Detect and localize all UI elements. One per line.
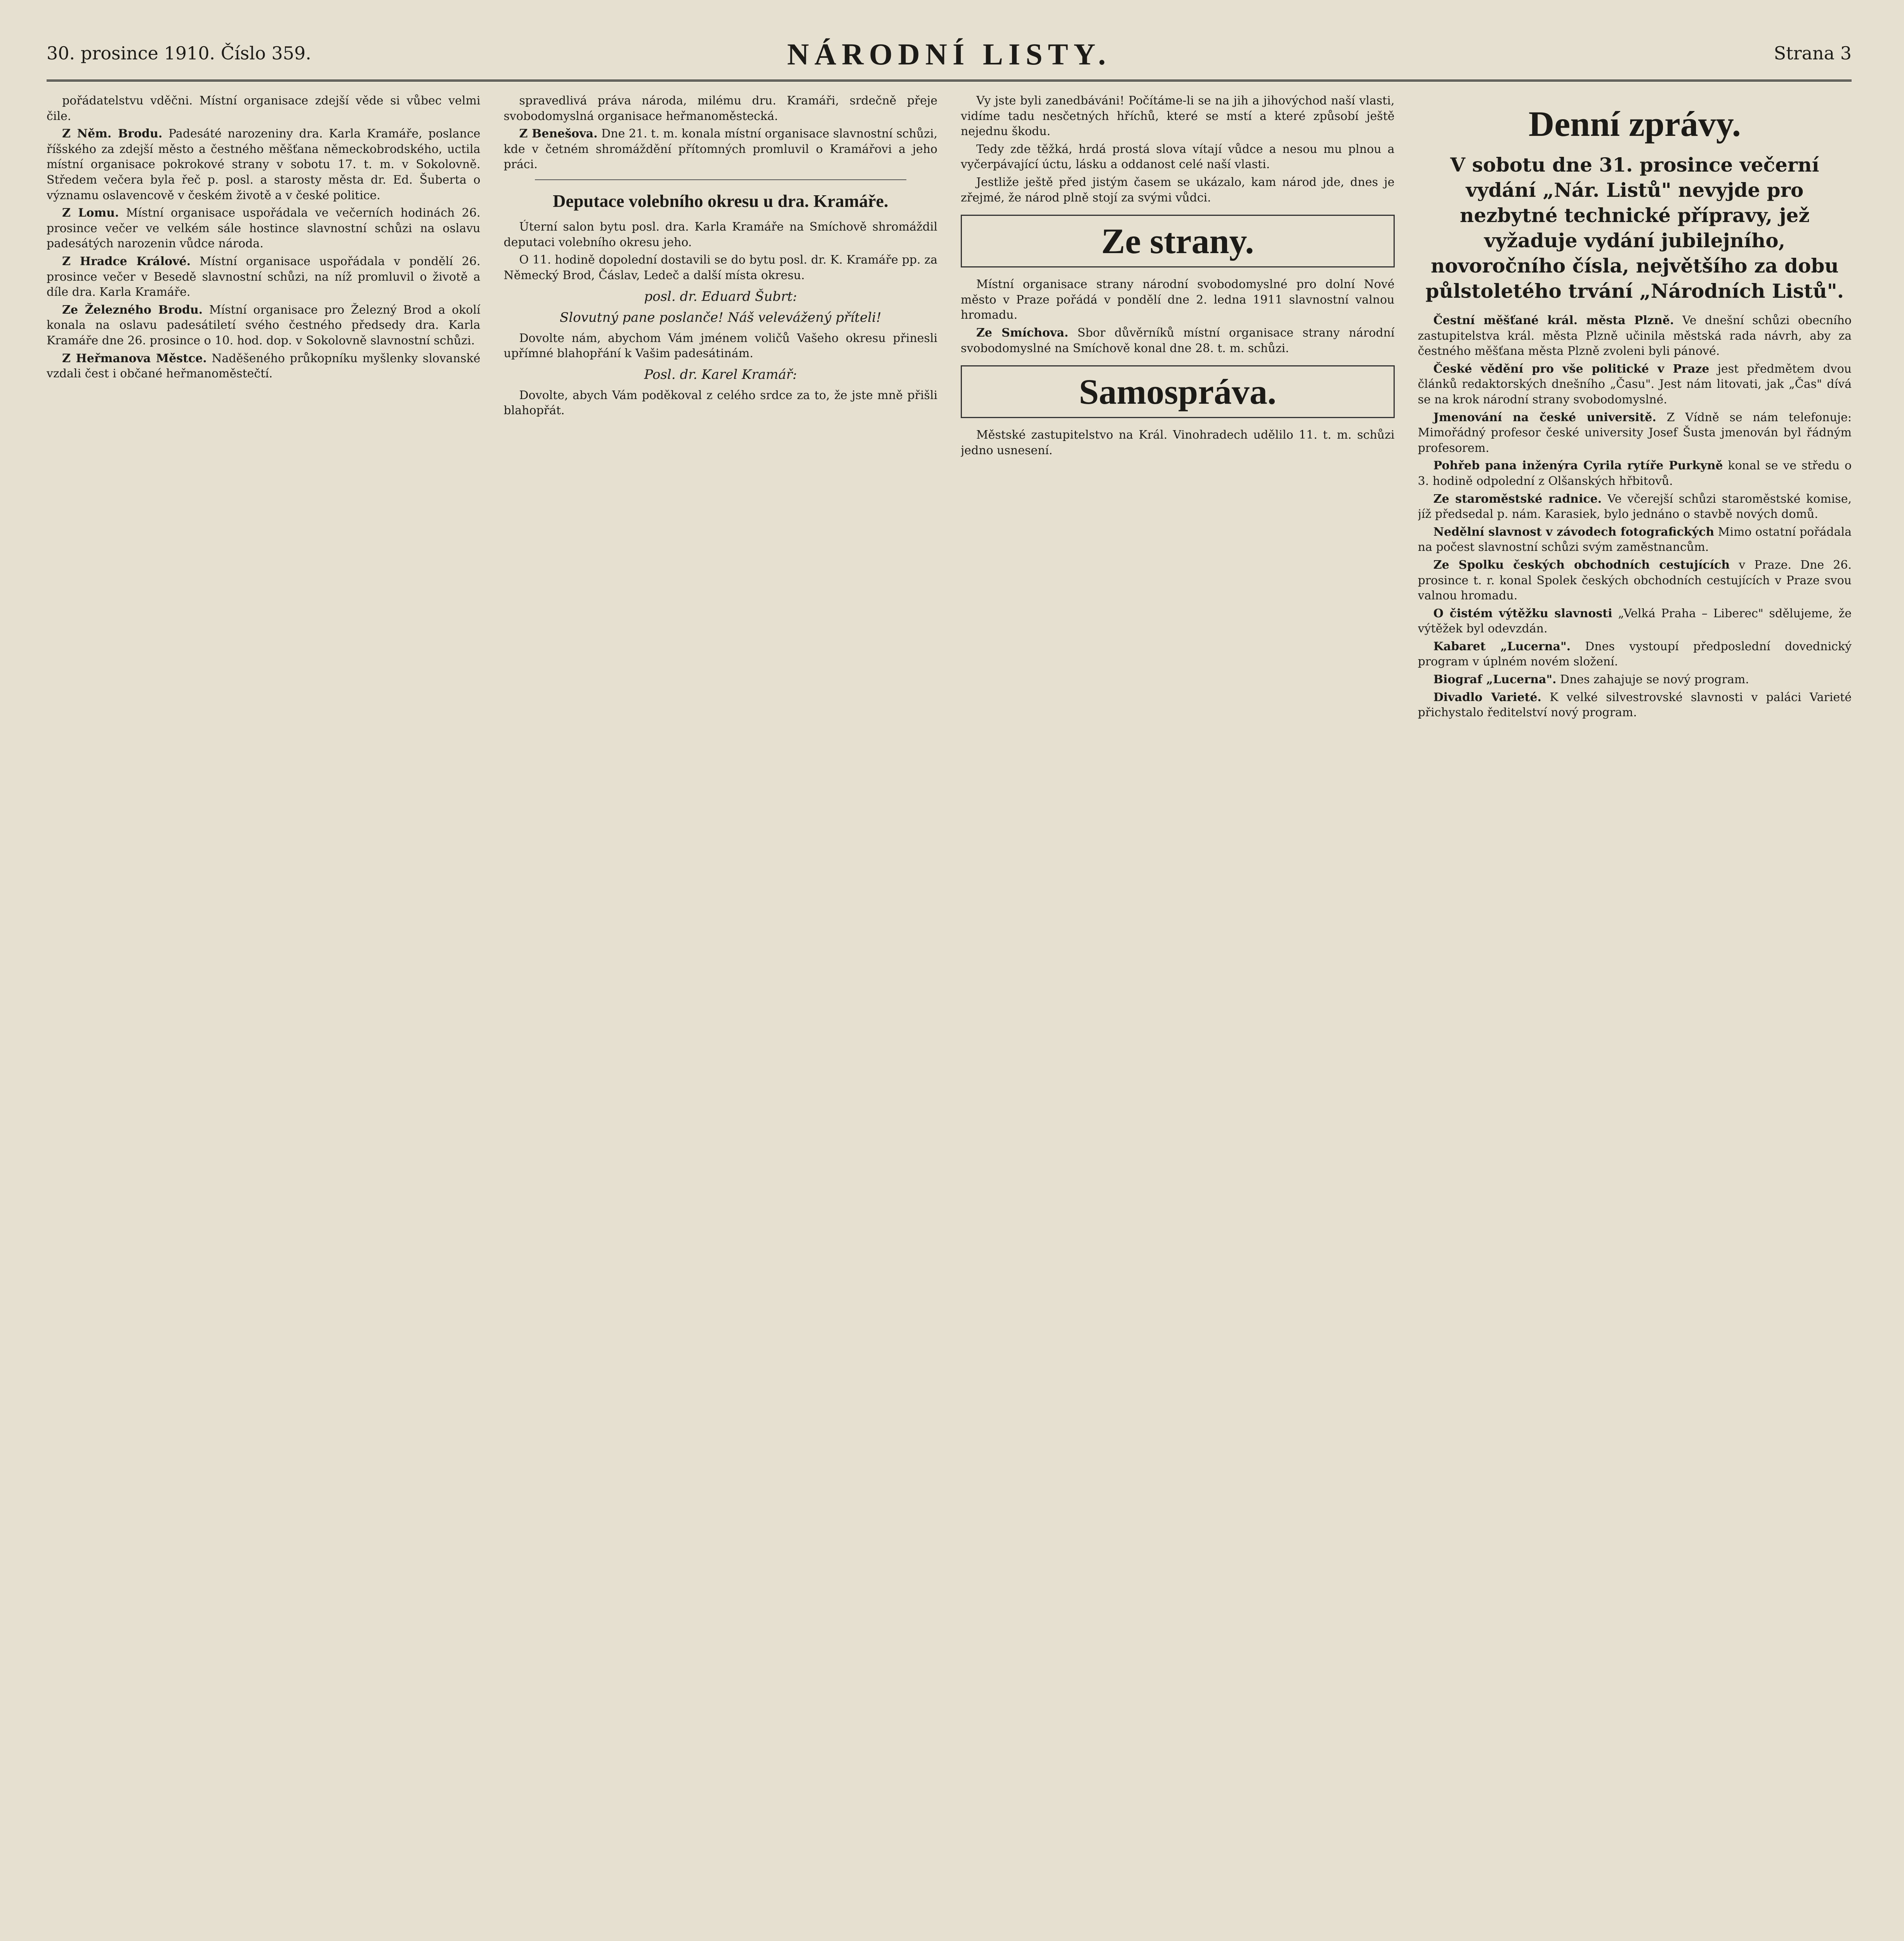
paragraph-text: Ve včerejší schůzi staroměstské komise, jíž předsedal p. nám. Karasiek, bylo jednáno o stavbě nových domů. [1418, 492, 1852, 521]
paragraph [1418, 313, 1852, 359]
section-title: Denní zprávy. [1528, 104, 1741, 144]
paragraph-text: konal se ve středu o 3. hodině odpolední z Olšanských hřbitovů. [1418, 459, 1852, 488]
paragraph: Tedy zde těžká, hrdá prostá slova vítají vůdce a nesou mu plnou a vyčerpávající úctu, lásku a oddanost celé naší vlasti. [961, 142, 1395, 172]
paragraph [1418, 690, 1852, 720]
paragraph-lead: Pohřeb pana inženýra Cyrila rytíře Purkyně [1433, 459, 1723, 473]
paragraph [47, 351, 481, 382]
paragraph: Dovolte, abych Vám poděkoval z celého srdce za to, že jste mně přišli blahopřát. [503, 388, 937, 418]
paragraph [1418, 639, 1852, 670]
section-title: Ze strany. [1101, 221, 1254, 261]
paragraph-text: Padesáté narozeniny dra. Karla Kramáře, poslance říšského za zdejší město a čestného měšťana německobrodského, uctila místní organisace pokrokové strany v sobotu 17. t. m. v Sokolovně. Středem večera byla řeč p. posl. a starosty města dr. Ed. Šuberta o významu oslavencově v českém životě a v české politice. [47, 127, 481, 202]
paragraph-text: K velké silvestrovské slavnosti v paláci Varieté přichystalo ředitelství nový program. [1418, 690, 1852, 720]
paragraph: Jestliže ještě před jistým časem se ukázalo, kam národ jde, dnes je zřejmé, že národ plně stojí za svými vůdci. [961, 175, 1395, 205]
section-box [961, 365, 1395, 418]
paragraph-lead: Čestní měšťané král. města Plzně. [1433, 314, 1674, 327]
paragraph-lead: Z Něm. Brodu. [62, 127, 163, 141]
paragraph-lead: České vědění pro vše politické v Praze [1433, 362, 1710, 376]
paragraph: Dovolte nám, abychom Vám jménem voličů Vašeho okresu přinesli upřímné blahopřání k Vašim padesátinám. [503, 331, 937, 361]
paragraph: Městské zastupitelstvo na Král. Vinohradech udělilo 11. t. m. schůzi jedno usnesení. [961, 428, 1395, 457]
section-box [961, 215, 1395, 267]
paragraph-lead: Kabaret „Lucerna". [1433, 639, 1571, 653]
paragraph [47, 205, 481, 252]
paragraph-lead: Biograf „Lucerna". [1433, 673, 1557, 687]
page-number: Strana 3 [1774, 43, 1852, 64]
paragraph-text: Sbor důvěrníků místní organisace strany národní svobodomyslné na Smíchově konal dne 28. t. m. schůzi. [961, 326, 1395, 355]
speech-title: Posl. dr. Karel Kramář: [644, 366, 797, 382]
paragraph: Úterní salon bytu posl. dra. Karla Kramáře na Smíchově shromáždil deputaci volebního okresu jeho. [503, 220, 937, 249]
newspaper-title: NÁRODNÍ LISTY. [787, 37, 1111, 71]
paragraph-lead: Z Hradce Králové. [62, 254, 191, 268]
paragraph-text: Místní organisace pro Železný Brod a okolí konala na oslavu padesátiletí svého čestného předsedy dra. Karla Kramáře dne 26. prosince o 10. hod. dop. v Sokolovně slavnostní schůzi. [47, 303, 481, 347]
paragraph [47, 126, 481, 203]
paragraph-lead: Z Lomu. [62, 206, 119, 220]
paragraph [1418, 557, 1852, 604]
section-title: Samospráva. [1079, 372, 1277, 412]
paragraph [961, 325, 1395, 356]
column-3 [961, 93, 1395, 1941]
paragraph [504, 126, 938, 172]
paragraph-text: Dne 21. t. m. konala místní organisace slavnostní schůzi, kde v četném shromáždění přítomných promluvil o Kramářovi a jeho práci. [503, 127, 937, 172]
paragraph-lead: Jmenování na české universitě. [1433, 410, 1656, 424]
paragraph: pořádatelstvu vděčni. Místní organisace zdejší věde si vůbec velmi čile. [47, 94, 481, 123]
paragraph [47, 254, 481, 300]
paragraph-lead: Nedělní slavnost v závodech fotografických [1433, 525, 1715, 539]
paragraph-text: Mimo ostatní pořádala na počest slavnostní schůzi svým zaměstnancům. [1418, 525, 1852, 554]
paragraph-lead: Ze Železného Brodu. [62, 303, 203, 317]
paragraph [47, 302, 481, 349]
speech-title: posl. dr. Eduard Šubrt: [644, 288, 797, 304]
masthead [47, 37, 1852, 82]
paragraph [1418, 524, 1852, 555]
paragraph-lead: Ze staroměstské radnice. [1433, 492, 1602, 506]
column-4 [1418, 93, 1852, 1941]
paragraph-text: „Velká Praha – Liberec" sdělujeme, že výtěžek byl odevzdán. [1418, 606, 1852, 636]
paragraph [1418, 361, 1852, 408]
lead-notice: V sobotu dne 31. prosince večerní vydání „Nár. Listů" nevyjde pro nezbytné technické přípravy, jež vyžaduje vydání jubilejního, novoročního čísla, největšího za dobu půlstoletého trvání „Národních Listů". [1425, 153, 1844, 302]
paragraph-lead: Divadlo Varieté. [1433, 690, 1541, 704]
paragraph-text: v Praze. Dne 26. prosince t. r. konal Spolek českých obchodních cestujících v Praze svou valnou hromadu. [1418, 558, 1852, 603]
column-1 [47, 93, 481, 1941]
paragraph-lead: Ze Spolku českých obchodních cestujících [1433, 558, 1730, 572]
speech-salutation: Slovutný pane poslanče! Náš velevážený příteli! [559, 309, 882, 325]
paragraph [1418, 606, 1852, 637]
divider [535, 179, 907, 180]
paragraph-text: Dnes zahajuje se nový program. [1560, 673, 1749, 687]
paragraph-text: Dnes vystoupí předposlední dovednický program v úplném novém složení. [1418, 639, 1852, 669]
paragraph-lead: Z Benešova. [519, 127, 598, 141]
paragraph: O 11. hodině dopolední dostavili se do bytu posl. dr. K. Kramáře pp. za Německý Brod, Čáslav, Ledeč a další místa okresu. [503, 253, 937, 282]
paragraph-lead: O čistém výtěžku slavnosti [1433, 606, 1612, 620]
paragraph-lead: Z Heřmanova Městce. [62, 351, 207, 365]
paragraph-text: Místní organisace uspořádala ve večerních hodinách 26. prosince večer ve velkém sále hostince slavnostní schůzi na oslavu padesátých narozenin vůdce národa. [47, 206, 481, 251]
paragraph [1418, 672, 1852, 688]
paragraph-text: Místní organisace uspořádala v pondělí 26. prosince večer v Besedě slavnostní schůzi, na níž promluvil o životě a díle dra. Karla Kramáře. [47, 254, 481, 299]
column-2 [504, 93, 938, 1941]
paragraph [1418, 458, 1852, 489]
paragraph [1418, 491, 1852, 522]
article-heading: Deputace volebního okresu u dra. Kramáře. [553, 191, 889, 211]
paragraph-text: Naděšeného průkopníku myšlenky slovanské vzdali čest i občané heřmanoměstečtí. [47, 351, 481, 381]
columns [47, 93, 1852, 1941]
paragraph-lead: Ze Smíchova. [976, 326, 1069, 340]
paragraph: Místní organisace strany národní svobodomyslné pro dolní Nové město v Praze pořádá v pondělí dne 2. ledna 1911 slavnostní valnou hromadu. [961, 278, 1395, 322]
paragraph: spravedlivá práva národa, milému dru. Kramáři, srdečně přeje svobodomyslná organisace heřmanoměstecká. [503, 94, 937, 123]
paragraph-text: jest předmětem dvou článků redaktorských dnešního „Času". Jest nám litovati, jak „Čas" dívá se na krok národní strany svobodomyslné. [1418, 362, 1852, 406]
paragraph: Vy jste byli zanedbáváni! Počítáme-li se na jih a jihovýchod naší vlasti, vidíme tadu nesčetných hříchů, které se mstí a které způsobí ještě nejednu škodu. [961, 94, 1395, 139]
paragraph [1418, 410, 1852, 456]
paragraph-text: Ve dnešní schůzi obecního zastupitelstva král. města Plzně učinila městská rada návrh, aby za čestného měšťana města Plzně zvoleni byli pánové. [1418, 314, 1852, 358]
paragraph-text: Z Vídně se nám telefonuje: Mimořádný profesor české university Josef Šusta jmenován byl řádným profesorem. [1418, 410, 1852, 455]
issue-date: 30. prosince 1910. Číslo 359. [47, 43, 311, 64]
